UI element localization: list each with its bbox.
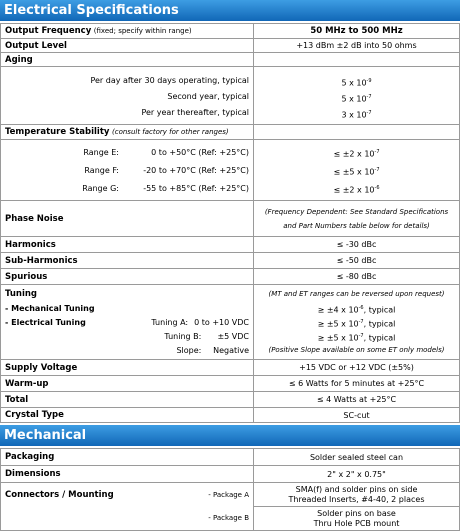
tuning-b-range: ±5 VDC xyxy=(217,331,249,341)
tuning-label: Tuning xyxy=(5,289,38,299)
crystal-type-label: Crystal Type xyxy=(1,408,254,423)
row-output-level xyxy=(1,39,460,53)
spurious-value: ≤ -80 dBc xyxy=(254,269,460,285)
output-frequency-value: 50 MHz to 500 MHz xyxy=(254,24,460,39)
mechanical-header: Mechanical xyxy=(0,425,460,446)
mechanical-tuning-value: ≥ ±4 x $10^{-6}$, typical xyxy=(317,305,396,315)
package-b-line1: Solder pins on base xyxy=(317,508,396,518)
packaging-label: Packaging xyxy=(1,449,254,466)
tuning-a-label: Tuning A: xyxy=(151,317,189,327)
row-crystal-type xyxy=(1,408,460,423)
warm-up-label: Warm-up xyxy=(1,376,254,392)
row-aging-details xyxy=(1,67,460,125)
dimensions-value: 2" x 2" x 0.75" xyxy=(254,466,460,483)
row-output-frequency xyxy=(1,24,460,39)
slope-note: (Positive Slope available on some ET only models) xyxy=(268,346,445,354)
row-phase-noise xyxy=(1,201,460,237)
phase-noise-value-line1: (Frequency Dependent: See Standard Specifications xyxy=(264,207,449,216)
temp-range-g: Range G: -55 to +85°C (Ref: +25°C) xyxy=(82,183,249,193)
row-temperature-ranges xyxy=(1,140,460,201)
aging-row-2-label: Second year, typical xyxy=(167,92,249,101)
electrical-specifications-header: Electrical Specifications xyxy=(0,0,460,21)
output-level-value: +13 dBm ±2 dB into 50 ohms xyxy=(254,39,460,53)
row-connectors-b xyxy=(1,507,460,531)
row-supply-voltage xyxy=(1,360,460,376)
output-frequency-label: Output Frequency xyxy=(5,26,92,36)
spurious-label: Spurious xyxy=(1,269,254,285)
warm-up-value: ≤ 6 Watts for 5 minutes at +25°C xyxy=(254,376,460,392)
harmonics-value: ≤ -30 dBc xyxy=(254,237,460,253)
row-warm-up xyxy=(1,376,460,392)
temp-range-e-value: ≤ ±2 x $10^{-7}$ xyxy=(333,149,380,159)
row-harmonics xyxy=(1,237,460,253)
tuning-b-value: ≥ ±5 x $10^{-7}$, typical xyxy=(317,333,396,343)
tuning-note: (MT and ET ranges can be reversed upon request) xyxy=(268,290,445,298)
output-frequency-note: (fixed; specify within range) xyxy=(93,27,192,35)
output-level-label: Output Level xyxy=(1,39,254,53)
phase-noise-value-line2: and Part Numbers table below for details) xyxy=(283,221,430,230)
package-b-line2: Thru Hole PCB mount xyxy=(313,518,400,528)
aging-row-3-label: Per year thereafter, typical xyxy=(141,108,249,117)
temp-range-g-value: ≤ ±2 x $10^{-6}$ xyxy=(333,185,380,195)
electrical-tuning-label: - Electrical Tuning xyxy=(5,317,86,327)
total-label: Total xyxy=(1,392,254,408)
row-sub-harmonics xyxy=(1,253,460,269)
mechanical-tuning-label: - Mechanical Tuning xyxy=(5,303,95,313)
sub-harmonics-value: ≤ -50 dBc xyxy=(254,253,460,269)
slope-label: Slope: xyxy=(176,345,202,355)
connectors-mounting-label: Connectors / Mounting xyxy=(5,489,114,500)
slope-value: Negative xyxy=(213,345,249,355)
temp-range-f: Range F: -20 to +70°C (Ref: +25°C) xyxy=(84,165,249,175)
row-aging xyxy=(1,53,460,67)
packaging-value: Solder sealed steel can xyxy=(254,449,460,466)
temp-range-e: Range E: 0 to +50°C (Ref: +25°C) xyxy=(83,147,249,157)
temp-range-f-value: ≤ ±5 x $10^{-7}$ xyxy=(333,167,380,177)
row-packaging xyxy=(1,449,460,466)
row-dimensions xyxy=(1,466,460,483)
tuning-a-value: ≥ ±5 x $10^{-7}$, typical xyxy=(317,319,396,329)
tuning-b-label: Tuning B: xyxy=(164,331,202,341)
aging-row-1-label: Per day after 30 days operating, typical xyxy=(90,76,249,85)
mechanical-spec-table xyxy=(0,448,460,531)
row-total xyxy=(1,392,460,408)
aging-row-3-value: 3 x $10^{-7}$ xyxy=(341,110,372,120)
row-spurious xyxy=(1,269,460,285)
total-value: ≤ 4 Watts at +25°C xyxy=(254,392,460,408)
temp-stability-label: Temperature Stability xyxy=(5,127,110,137)
aging-row-2-value: 5 x $10^{-7}$ xyxy=(341,94,372,104)
electrical-spec-table xyxy=(0,23,460,423)
row-tuning xyxy=(1,285,460,360)
row-temperature-stability xyxy=(1,125,460,140)
harmonics-label: Harmonics xyxy=(1,237,254,253)
supply-voltage-label: Supply Voltage xyxy=(1,360,254,376)
aging-label: Aging xyxy=(1,53,254,67)
dimensions-label: Dimensions xyxy=(1,466,254,483)
crystal-type-value: SC-cut xyxy=(254,408,460,423)
supply-voltage-value: +15 VDC or +12 VDC (±5%) xyxy=(254,360,460,376)
tuning-a-range: 0 to +10 VDC xyxy=(194,317,249,327)
package-a-line2: Threaded Inserts, #4-40, 2 places xyxy=(288,494,425,504)
row-connectors-a xyxy=(1,483,460,507)
sub-harmonics-label: Sub-Harmonics xyxy=(1,253,254,269)
temp-stability-note: (consult factory for other ranges) xyxy=(112,128,229,136)
aging-row-1-value: 5 x $10^{-9}$ xyxy=(341,78,372,88)
package-b-label: - Package B xyxy=(1,507,254,531)
package-a-label: - Package A xyxy=(208,490,249,499)
phase-noise-label: Phase Noise xyxy=(1,201,254,237)
package-a-line1: SMA(f) and solder pins on side xyxy=(295,484,418,494)
